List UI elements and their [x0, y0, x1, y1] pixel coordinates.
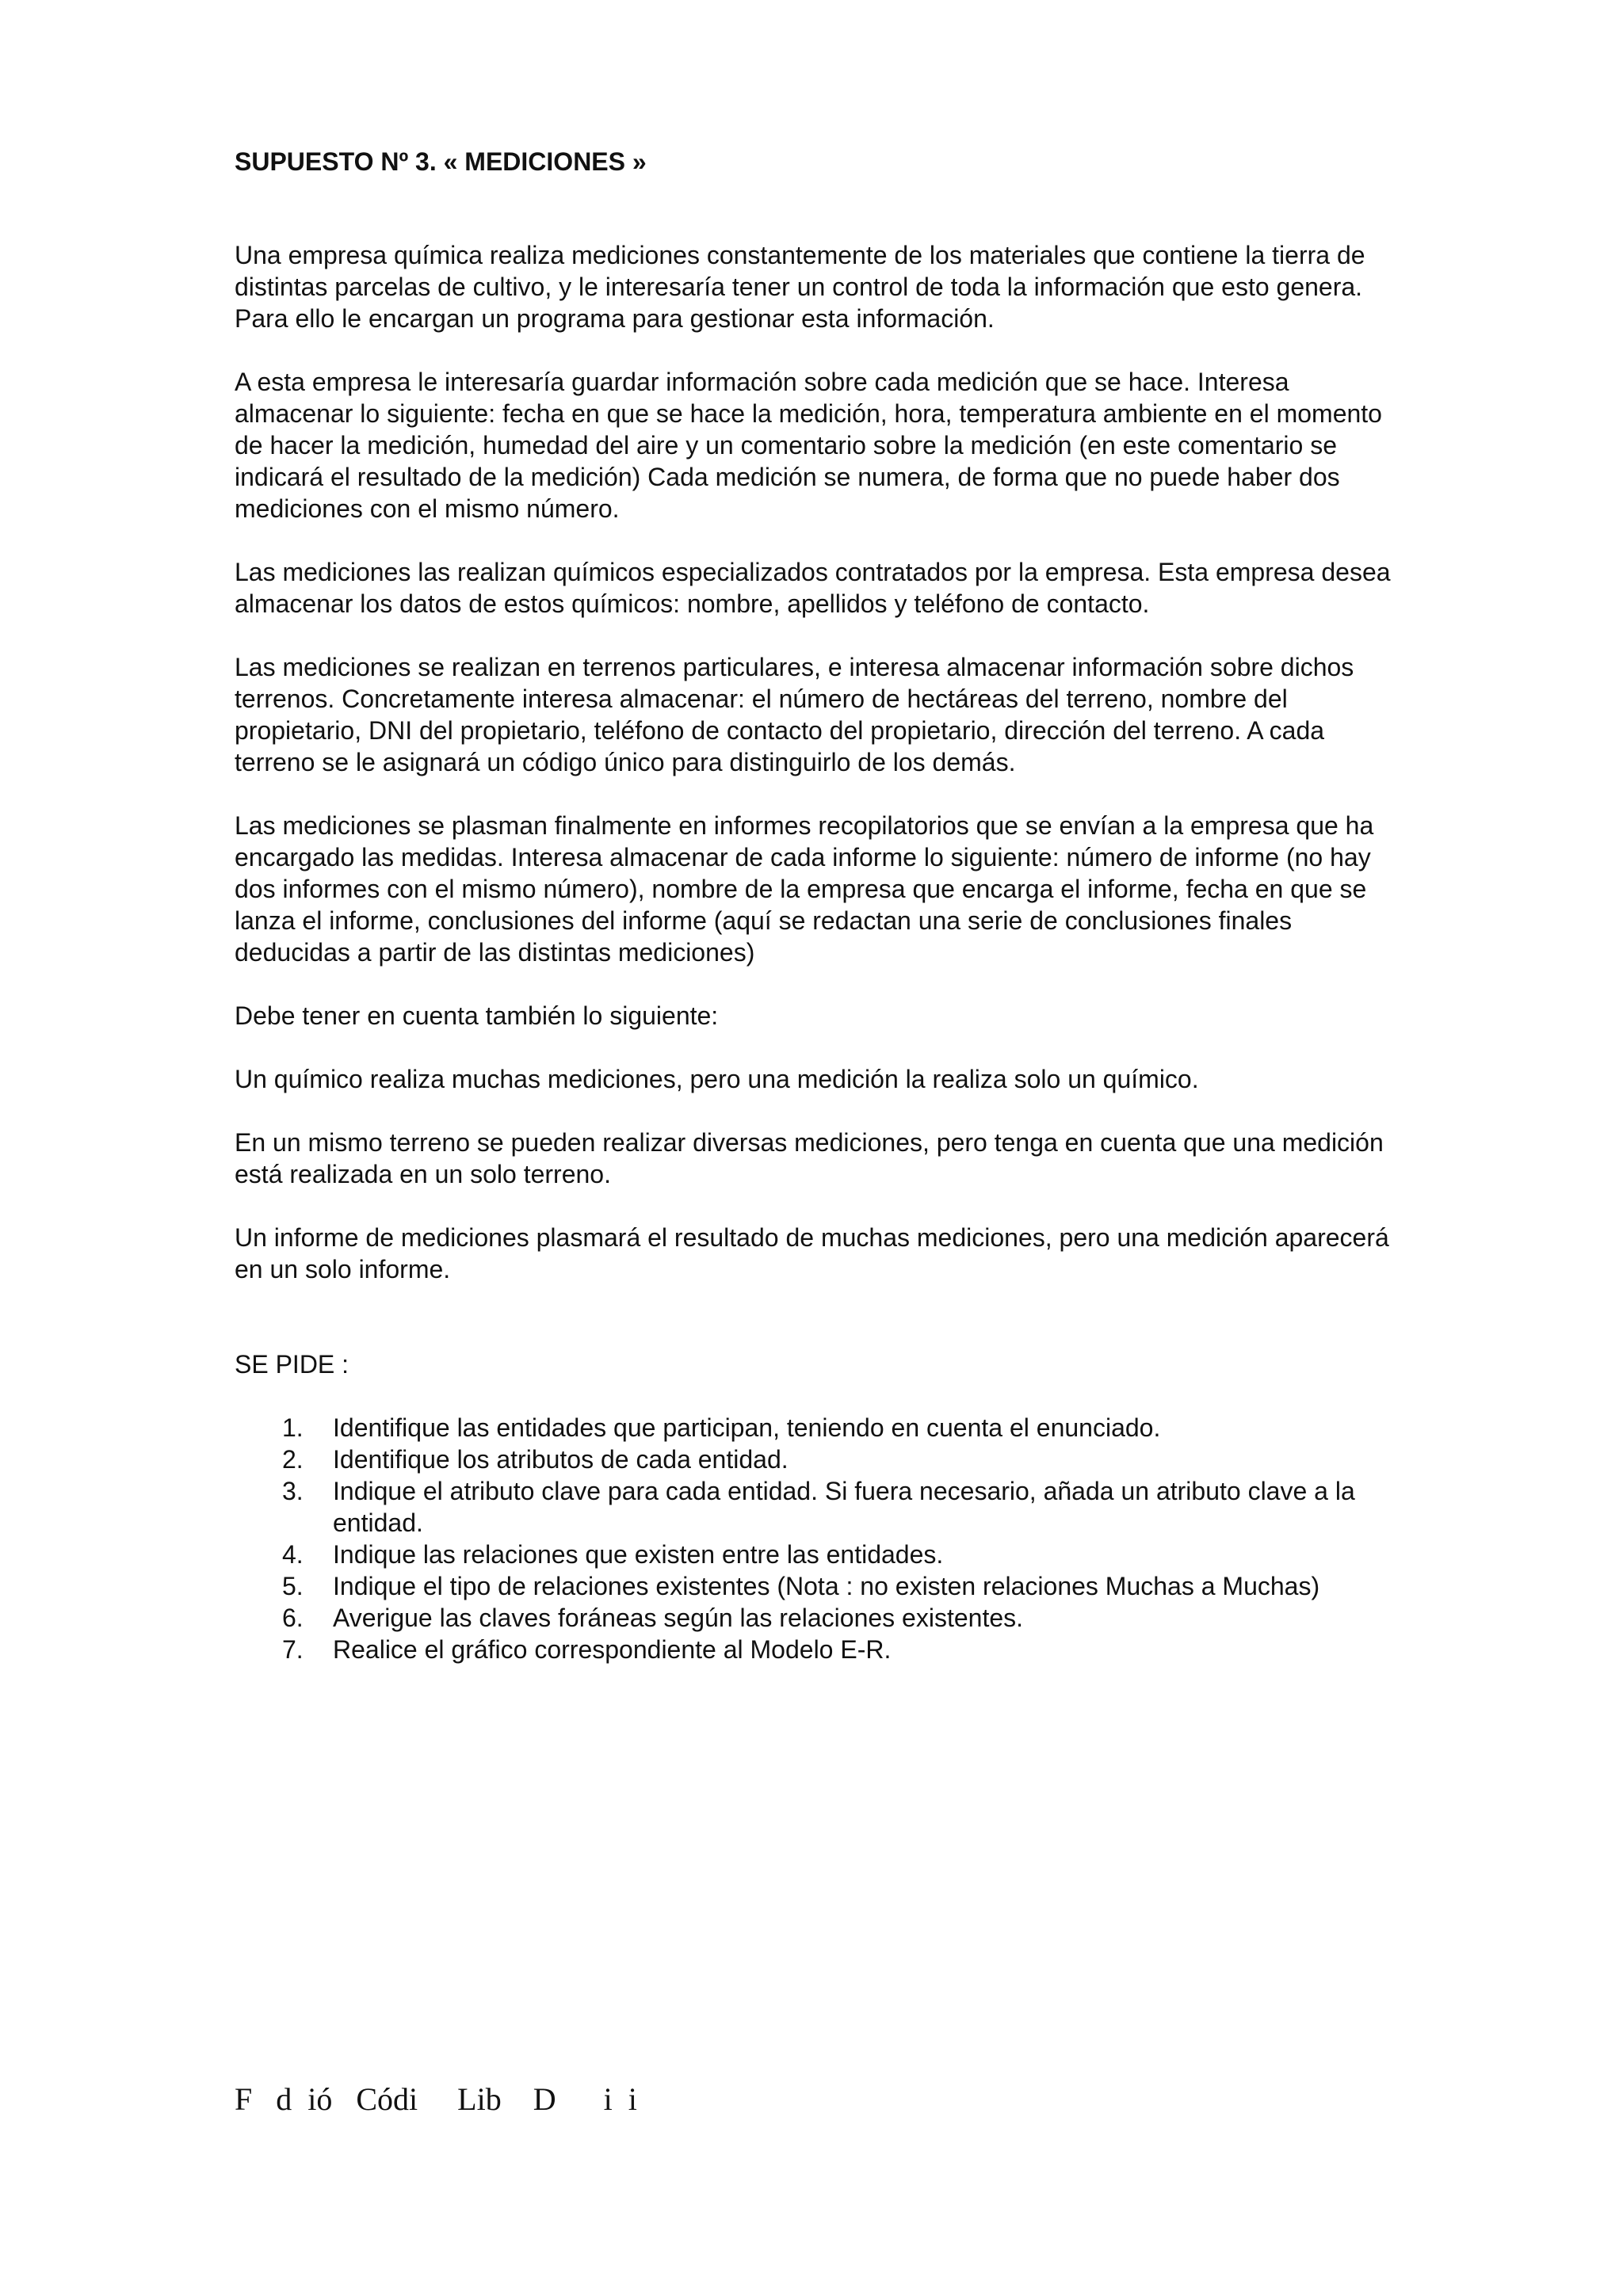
paragraph-terreno-medicion: En un mismo terreno se pueden realizar diversas mediciones, pero tenga en cuenta que una medición está realizada en un solo terreno. [235, 1128, 1384, 1188]
list-item [235, 1475, 1400, 1539]
paragraph-intro: Una empresa química realiza mediciones constantemente de los materiales que contiene la tierra de distintas parcelas de cultivo, y le interesaría tener un control de toda la información que esto genera. Para ello le encargan un programa para gestionar esta información. [235, 241, 1365, 333]
document-title: SUPUESTO Nº 3. « MEDICIONES » [235, 147, 647, 176]
list-item [235, 1602, 1400, 1634]
list-item-text: Identifique las entidades que participan, teniendo en cuenta el enunciado. [333, 1413, 1161, 1442]
se-pide-heading: SE PIDE : [235, 1350, 349, 1379]
list-item-number: 3. [282, 1477, 304, 1505]
list-item-number: 7. [282, 1635, 304, 1664]
list-item-number: 2. [282, 1445, 304, 1474]
paragraph-terrenos: Las mediciones se realizan en terrenos particulares, e interesa almacenar información sobre dichos terrenos. Concretamente interesa almacenar: el número de hectáreas del terreno, nombre del propietario, DNI del propietario, teléfono de contacto del propietario, dirección del terreno. A cada terreno se le asignará un código único para distinguirlo de los demás. [235, 653, 1354, 776]
paragraph-informe-medicion: Un informe de mediciones plasmará el resultado de muchas mediciones, pero una medición aparecerá en un solo informe. [235, 1223, 1389, 1283]
paragraph-informes: Las mediciones se plasman finalmente en informes recopilatorios que se envían a la empresa que ha encargado las medidas. Interesa almacenar de cada informe lo siguiente: número de informe (no hay dos informes con el mismo número), nombre de la empresa que encarga el informe, fecha en que se lanza el informe, conclusiones del informe (aquí se redactan una serie de conclusiones finales deducidas a partir de las distintas mediciones) [235, 811, 1374, 967]
paragraph-consideraciones: Debe tener en cuenta también lo siguiente: [235, 1001, 719, 1030]
list-item [235, 1634, 1400, 1665]
list-item [235, 1539, 1400, 1570]
list-item-number: 5. [282, 1572, 304, 1600]
list-item-number: 6. [282, 1604, 304, 1632]
list-item [235, 1412, 1400, 1444]
list-item-text: Identifique los atributos de cada entidad. [333, 1445, 789, 1474]
list-item-text: Averigue las claves foráneas según las relaciones existentes. [333, 1604, 1024, 1632]
document-body [235, 146, 1400, 1665]
list-item-number: 4. [282, 1540, 304, 1569]
list-item-text: Indique las relaciones que existen entre las entidades. [333, 1540, 944, 1569]
list-item [235, 1444, 1400, 1475]
page-footer: F d ió Códi Lib D i i [235, 2081, 637, 2117]
list-item-text: Realice el gráfico correspondiente al Modelo E-R. [333, 1635, 892, 1664]
paragraph-quimicos: Las mediciones las realizan químicos especializados contratados por la empresa. Esta empresa desea almacenar los datos de estos químicos: nombre, apellidos y teléfono de contacto. [235, 558, 1391, 618]
paragraph-quimico-medicion: Un químico realiza muchas mediciones, pero una medición la realiza solo un químico. [235, 1065, 1199, 1093]
paragraph-mediciones: A esta empresa le interesaría guardar información sobre cada medición que se hace. Interesa almacenar lo siguiente: fecha en que se hace la medición, hora, temperatura ambiente en el momento de hacer la medición, humedad del aire y un comentario sobre la medición (en este comentario se indicará el resultado de la medición) Cada medición se numera, de forma que no puede haber dos mediciones con el mismo número. [235, 368, 1382, 523]
list-item-number: 1. [282, 1413, 304, 1442]
list-item-text: Indique el atributo clave para cada entidad. Si fuera necesario, añada un atributo clave a la entidad. [333, 1477, 1355, 1537]
task-list [235, 1412, 1400, 1665]
list-item [235, 1570, 1400, 1602]
list-item-text: Indique el tipo de relaciones existentes (Nota : no existen relaciones Muchas a Muchas) [333, 1572, 1320, 1600]
